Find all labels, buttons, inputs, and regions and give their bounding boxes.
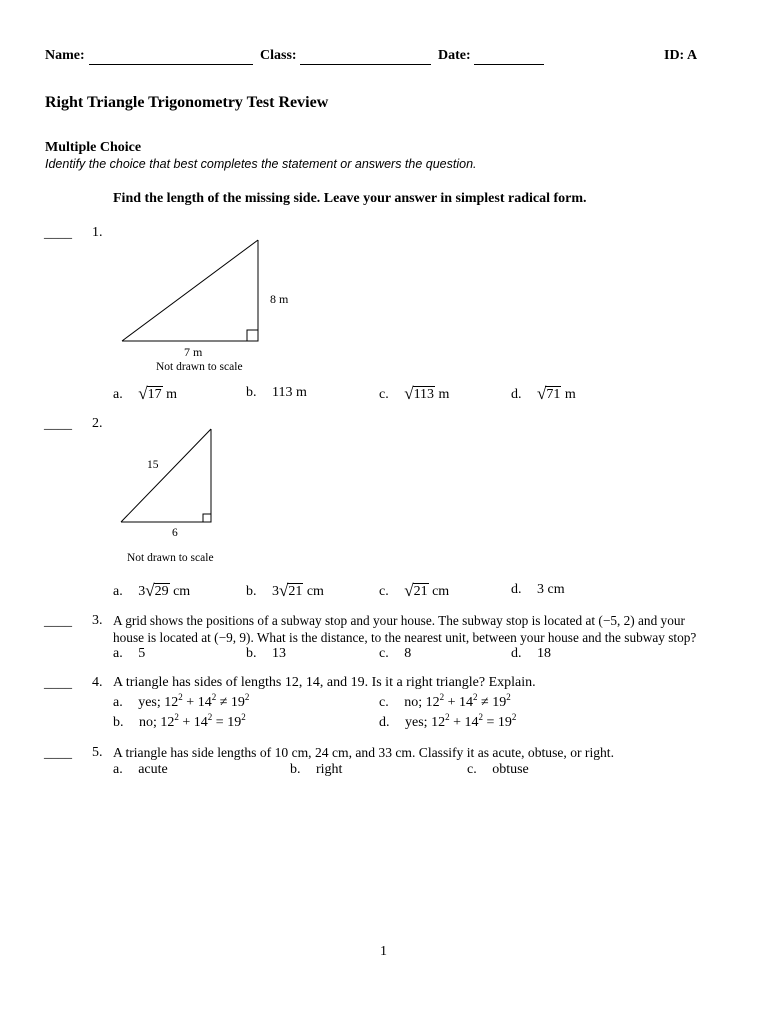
- figure1-note: Not drawn to scale: [156, 361, 243, 373]
- choice-5c[interactable]: c. obtuse: [467, 762, 529, 777]
- radical: √29: [145, 581, 169, 600]
- choice-3d[interactable]: d. 18: [511, 646, 551, 661]
- class-field[interactable]: [300, 50, 431, 65]
- choice-4d[interactable]: d. yes; $12^2 + 14^2 = 19^2$: [379, 712, 517, 730]
- question-4-stem: A triangle has sides of lengths 12, 14, and 19. Is it a right triangle? Explain.: [113, 675, 536, 690]
- section-instructions: Identify the choice that best completes the statement or answers the question.: [45, 157, 477, 171]
- choice-letter: c.: [379, 584, 389, 599]
- figure1-side-label: 8 m: [270, 292, 289, 306]
- choice-5a[interactable]: a. acute: [113, 762, 168, 777]
- question-3-line-2: house is located at (−9, 9). What is the distance, to the nearest unit, between your house and the subway stop?: [113, 630, 697, 645]
- id-label: ID: A: [664, 48, 698, 63]
- date-label: Date:: [438, 48, 471, 63]
- choice-letter: d.: [511, 582, 522, 597]
- triangle-figure-1: [118, 236, 268, 346]
- choice-1a[interactable]: a. √17 m: [113, 384, 177, 403]
- figure2-hyp-label: 15: [147, 459, 159, 471]
- right-angle-marker: [203, 514, 211, 522]
- radical: √71: [537, 384, 561, 403]
- question-number-1: 1.: [92, 225, 103, 240]
- choice-3b[interactable]: b. 13: [246, 646, 286, 661]
- choice-4c[interactable]: c. no; $12^2 + 14^2 \ne 19^2$: [379, 692, 511, 710]
- choice-letter: b.: [113, 715, 124, 730]
- question-3-line-1: A grid shows the positions of a subway stop and your house. The subway stop is located at (−5, 2) and your: [113, 613, 685, 628]
- choice-3c[interactable]: c. 8: [379, 646, 412, 661]
- choice-letter: a.: [113, 646, 123, 661]
- choice-2b[interactable]: b. 3√21 cm: [246, 581, 324, 600]
- directive: Find the length of the missing side. Leave your answer in simplest radical form.: [113, 191, 587, 206]
- choice-letter: a.: [113, 387, 123, 402]
- choice-letter: a.: [113, 584, 123, 599]
- choice-4a[interactable]: a. yes; $12^2 + 14^2 \ne 19^2$: [113, 692, 250, 710]
- choice-letter: c.: [379, 695, 389, 710]
- answer-blank-3[interactable]: ____: [44, 614, 72, 629]
- choice-3a[interactable]: a. 5: [113, 646, 146, 661]
- choice-1b[interactable]: b. 113 m: [246, 385, 307, 400]
- choice-1d[interactable]: d. √71 m: [511, 384, 576, 403]
- figure1-base-label: 7 m: [184, 345, 203, 359]
- choice-letter: a.: [113, 762, 123, 777]
- radical: √113: [404, 384, 435, 403]
- question-number-3: 3.: [92, 613, 103, 628]
- choice-letter: b.: [246, 385, 257, 400]
- choice-letter: c.: [379, 387, 389, 402]
- question-number-5: 5.: [92, 745, 103, 760]
- figure2-base-label: 6: [172, 527, 178, 539]
- radical: √21: [404, 581, 428, 600]
- choice-letter: c.: [467, 762, 477, 777]
- date-field[interactable]: [474, 50, 544, 65]
- question-number-2: 2.: [92, 416, 103, 431]
- right-angle-marker: [247, 330, 258, 341]
- choice-letter: a.: [113, 695, 123, 710]
- question-number-4: 4.: [92, 675, 103, 690]
- section-heading: Multiple Choice: [45, 140, 142, 155]
- choice-5b[interactable]: b. right: [290, 762, 343, 777]
- radical: √21: [279, 581, 303, 600]
- class-label: Class:: [260, 48, 297, 63]
- choice-2a[interactable]: a. 3√29 cm: [113, 581, 191, 600]
- choice-4b[interactable]: b. no; $12^2 + 14^2 = 19^2$: [113, 712, 246, 730]
- answer-blank-2[interactable]: ____: [44, 417, 72, 432]
- choice-letter: b.: [246, 584, 257, 599]
- choice-letter: d.: [511, 646, 522, 661]
- figure2-note: Not drawn to scale: [127, 552, 214, 564]
- name-label: Name:: [45, 48, 85, 63]
- choice-letter: d.: [379, 715, 390, 730]
- choice-2c[interactable]: c. √21 cm: [379, 581, 450, 600]
- answer-blank-4[interactable]: ____: [44, 676, 72, 691]
- choice-1c[interactable]: c. √113 m: [379, 384, 450, 403]
- choice-letter: c.: [379, 646, 389, 661]
- radical: √17: [138, 384, 162, 403]
- page-title: Right Triangle Trigonometry Test Review: [45, 94, 329, 111]
- question-5-stem: A triangle has side lengths of 10 cm, 24 cm, and 33 cm. Classify it as acute, obtuse, or right.: [113, 745, 614, 760]
- answer-blank-5[interactable]: ____: [44, 746, 72, 761]
- hypotenuse-line: [121, 429, 211, 522]
- hypotenuse-line: [122, 240, 258, 341]
- triangle-figure-2: [118, 426, 218, 526]
- choice-letter: b.: [246, 646, 257, 661]
- page-number: 1: [380, 944, 387, 959]
- choice-2d[interactable]: d. 3 cm: [511, 582, 565, 597]
- choice-letter: b.: [290, 762, 301, 777]
- choice-letter: d.: [511, 387, 522, 402]
- name-field[interactable]: [89, 50, 253, 65]
- answer-blank-1[interactable]: ____: [44, 226, 72, 241]
